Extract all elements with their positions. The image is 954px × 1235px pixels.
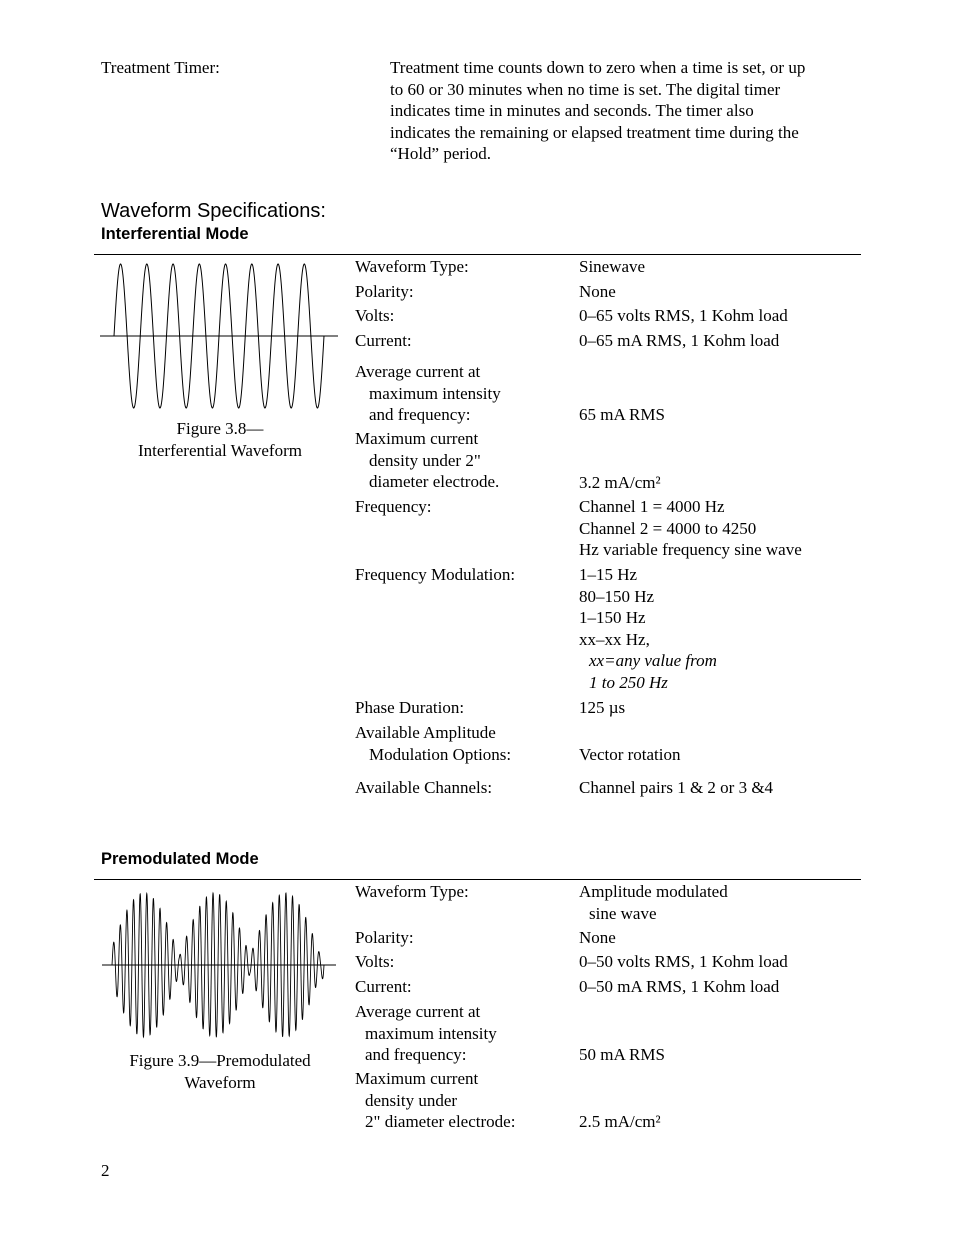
premod-label-current: Current: [355,977,412,996]
premod-value-max-density: 2.5 mA/cm² [579,1112,661,1131]
value-line: 1–150 Hz [579,608,646,627]
spec-label-frequency-modulation: Frequency Modulation: [355,565,516,584]
page-number: 2 [101,1161,110,1180]
section-title: Waveform Specifications: [101,200,326,222]
label-line: 2" diameter electrode: [365,1112,516,1131]
spec-value-polarity: None [579,282,616,301]
premod-label-average-current [355,1001,497,1066]
spec-value-current: 0–65 mA RMS, 1 Kohm load [579,331,780,350]
interferential-title: Interferential Mode [101,225,249,243]
premodulated-caption-line2: Waveform [184,1072,256,1092]
interferential-figure-caption [100,418,340,461]
premodulated-waveform-figure [100,888,340,1043]
premodulated-title: Premodulated Mode [101,850,259,868]
label-line: density under [365,1090,458,1110]
timer-description-line: to 60 or 30 minutes when no time is set. The digital timer [390,79,781,99]
interferential-caption-line2: Interferential Waveform [138,440,302,460]
spec-value-waveform-type: Sinewave [579,257,646,276]
premod-value-waveform-type [579,881,728,924]
premod-value-current: 0–50 mA RMS, 1 Kohm load [579,977,780,996]
premod-value-average-current: 50 mA RMS [579,1045,665,1064]
timer-description-line: indicates the remaining or elapsed treatment time during the [390,122,799,142]
spec-label-average-current [355,361,501,426]
premodulated-figure-caption [100,1050,340,1093]
spec-value-average-current: 65 mA RMS [579,405,665,424]
interferential-waveform-figure [100,262,340,412]
value-line: sine wave [589,903,657,923]
spec-value-volts: 0–65 volts RMS, 1 Kohm load [579,306,788,325]
spec-value-frequency [579,496,802,561]
premod-label-waveform-type: Waveform Type: [355,882,469,901]
premod-label-volts: Volts: [355,952,395,971]
interferential-caption-line1: Figure 3.8— [176,419,264,438]
premodulated-caption-line1: Figure 3.9—Premodulated [129,1051,311,1070]
spec-value-max-density: 3.2 mA/cm² [579,473,661,492]
timer-label: Treatment Timer: [101,58,220,77]
spec-value-available-channels: Channel pairs 1 & 2 or 3 &4 [579,778,774,797]
value-note-line: xx=any value from [589,651,717,670]
premod-label-polarity: Polarity: [355,928,414,947]
spec-value-phase-duration: 125 µs [579,698,626,717]
label-line: Modulation Options: [369,744,512,764]
interferential-divider [94,254,861,255]
spec-label-frequency: Frequency: [355,497,432,516]
spec-label-max-density [355,428,499,493]
spec-label-phase-duration: Phase Duration: [355,698,465,717]
spec-label-volts: Volts: [355,306,395,325]
label-line: and frequency: [369,405,471,424]
spec-label-available-channels: Available Channels: [355,778,493,797]
label-line: maximum intensity [365,1023,497,1043]
timer-description-line: indicates time in minutes and seconds. The timer also [390,101,754,120]
timer-description-line: “Hold” period. [390,144,492,163]
label-line: Maximum current [355,429,479,448]
value-line: 1–15 Hz [579,565,638,584]
timer-description [390,57,860,165]
value-line: Hz variable frequency sine wave [579,540,802,559]
label-line: and frequency: [365,1045,467,1064]
premod-value-polarity: None [579,928,616,947]
value-line: 80–150 Hz [579,586,655,606]
value-line: Amplitude modulated [579,882,728,901]
premodulated-divider [94,879,861,880]
value-line: xx–xx Hz, [579,629,650,649]
premod-value-volts: 0–50 volts RMS, 1 Kohm load [579,952,788,971]
value-note-line: 1 to 250 Hz [589,672,668,692]
label-line: Average current at [355,362,481,381]
timer-description-line: Treatment time counts down to zero when a time is set, or up [390,58,806,77]
label-line: maximum intensity [369,383,501,403]
label-line: Average current at [355,1002,481,1021]
label-line: Available Amplitude [355,723,496,742]
spec-value-frequency-modulation [579,564,717,693]
label-line: diameter electrode. [369,472,500,491]
spec-label-current: Current: [355,331,412,350]
spec-label-amplitude-modulation [355,722,511,765]
value-line: Channel 1 = 4000 Hz [579,497,725,516]
label-line: density under 2" [369,450,481,470]
label-line: Maximum current [355,1069,479,1088]
value-line: Channel 2 = 4000 to 4250 [579,518,757,538]
spec-label-waveform-type: Waveform Type: [355,257,469,276]
premod-label-max-density [355,1068,515,1133]
spec-label-polarity: Polarity: [355,282,414,301]
spec-value-amplitude-modulation: Vector rotation [579,745,681,764]
